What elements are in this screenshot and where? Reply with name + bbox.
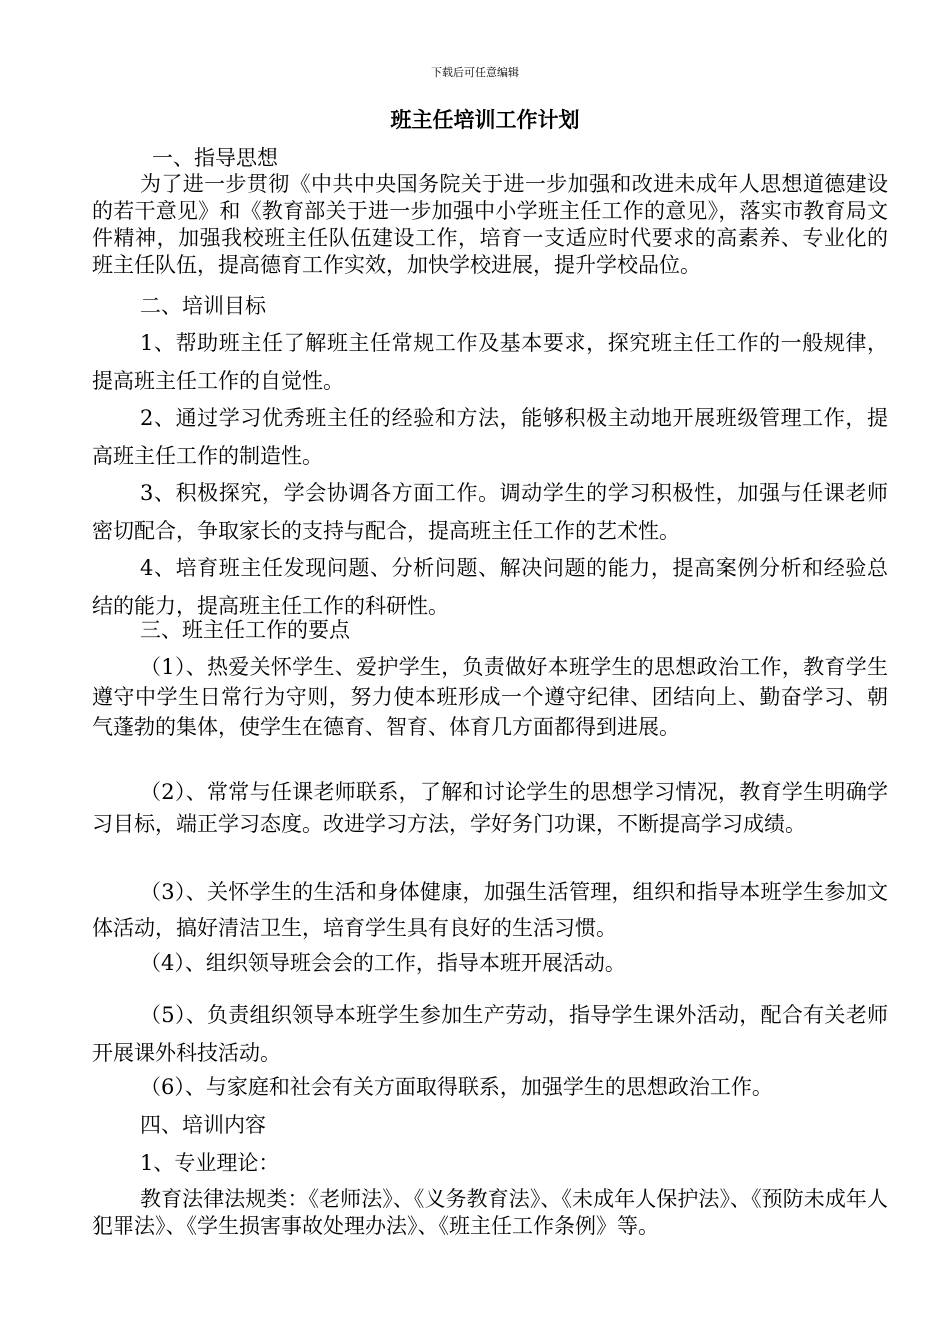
section-1-body: 为了进一步贯彻《中共中央国务院关于进一步加强和改进未成年人思想道德建设的若干意见》和《教育部关于进一步加强中小学班主任工作的意见》，落实市教育局文件精神，加强我校班主任队伍建设工作，培育一支适应时代要求的高素养、专业化的班主任队伍，提高德育工作实效，加快学校进展，提升学校品位。 <box>92 172 888 277</box>
key-point-item: （3）、关怀学生的生活和身体健康，加强生活管理，组织和指导本班学生参加文体活动，搞好清洁卫生，培育学生具有良好的生活习惯。 <box>92 880 888 940</box>
section-4-subheading: 1、专业理论： <box>140 1151 280 1175</box>
section-4-heading: 四、培训内容 <box>140 1113 266 1137</box>
section-4-body: 教育法律法规类：《老师法》、《义务教育法》、《未成年人保护法》、《预防未成年人犯罪法》、《学生损害事故处理办法》、《班主任工作条例》等。 <box>92 1187 888 1238</box>
document-title: 班主任培训工作计划 <box>390 107 580 132</box>
section-1-heading: 一、指导思想 <box>152 146 278 170</box>
goal-item: 3、积极探究，学会协调各方面工作。调动学生的学习积极性，加强与任课老师密切配合，争取家长的支持与配合，提高班主任工作的艺术性。 <box>92 481 888 543</box>
goal-item: 2、通过学习优秀班主任的经验和方法，能够积极主动地开展班级管理工作，提高班主任工作的制造性。 <box>92 406 888 468</box>
header-note: 下载后可任意编辑 <box>431 66 519 79</box>
section-2-heading: 二、培训目标 <box>140 294 266 318</box>
key-point-item: （4）、组织领导班会会的工作，指导本班开展活动。 <box>140 951 626 975</box>
key-point-item: （2）、常常与任课老师联系，了解和讨论学生的思想学习情况，教育学生明确学习目标，端正学习态度。改进学习方法，学好务门功课，不断提高学习成绩。 <box>92 780 888 836</box>
section-3-heading: 三、班主任工作的要点 <box>140 618 350 642</box>
goal-item: 1、帮助班主任了解班主任常规工作及基本要求，探究班主任工作的一般规律，提高班主任工作的自觉性。 <box>92 331 888 393</box>
goal-item: 4、培育班主任发现问题、分析问题、解决问题的能力，提高案例分析和经验总结的能力，提高班主任工作的科研性。 <box>92 556 888 618</box>
key-point-item: （1）、热爱关怀学生、爱护学生，负责做好本班学生的思想政治工作，教育学生遵守中学生日常行为守则，努力使本班形成一个遵守纪律、团结向上、勤奋学习、朝气蓬勃的集体，使学生在德育、智育、体育几方面都得到进展。 <box>92 655 888 739</box>
key-point-item: （6）、与家庭和社会有关方面取得联系，加强学生的思想政治工作。 <box>140 1075 773 1099</box>
key-point-item: （5）、负责组织领导本班学生参加生产劳动，指导学生课外活动，配合有关老师开展课外科技活动。 <box>92 1003 888 1065</box>
